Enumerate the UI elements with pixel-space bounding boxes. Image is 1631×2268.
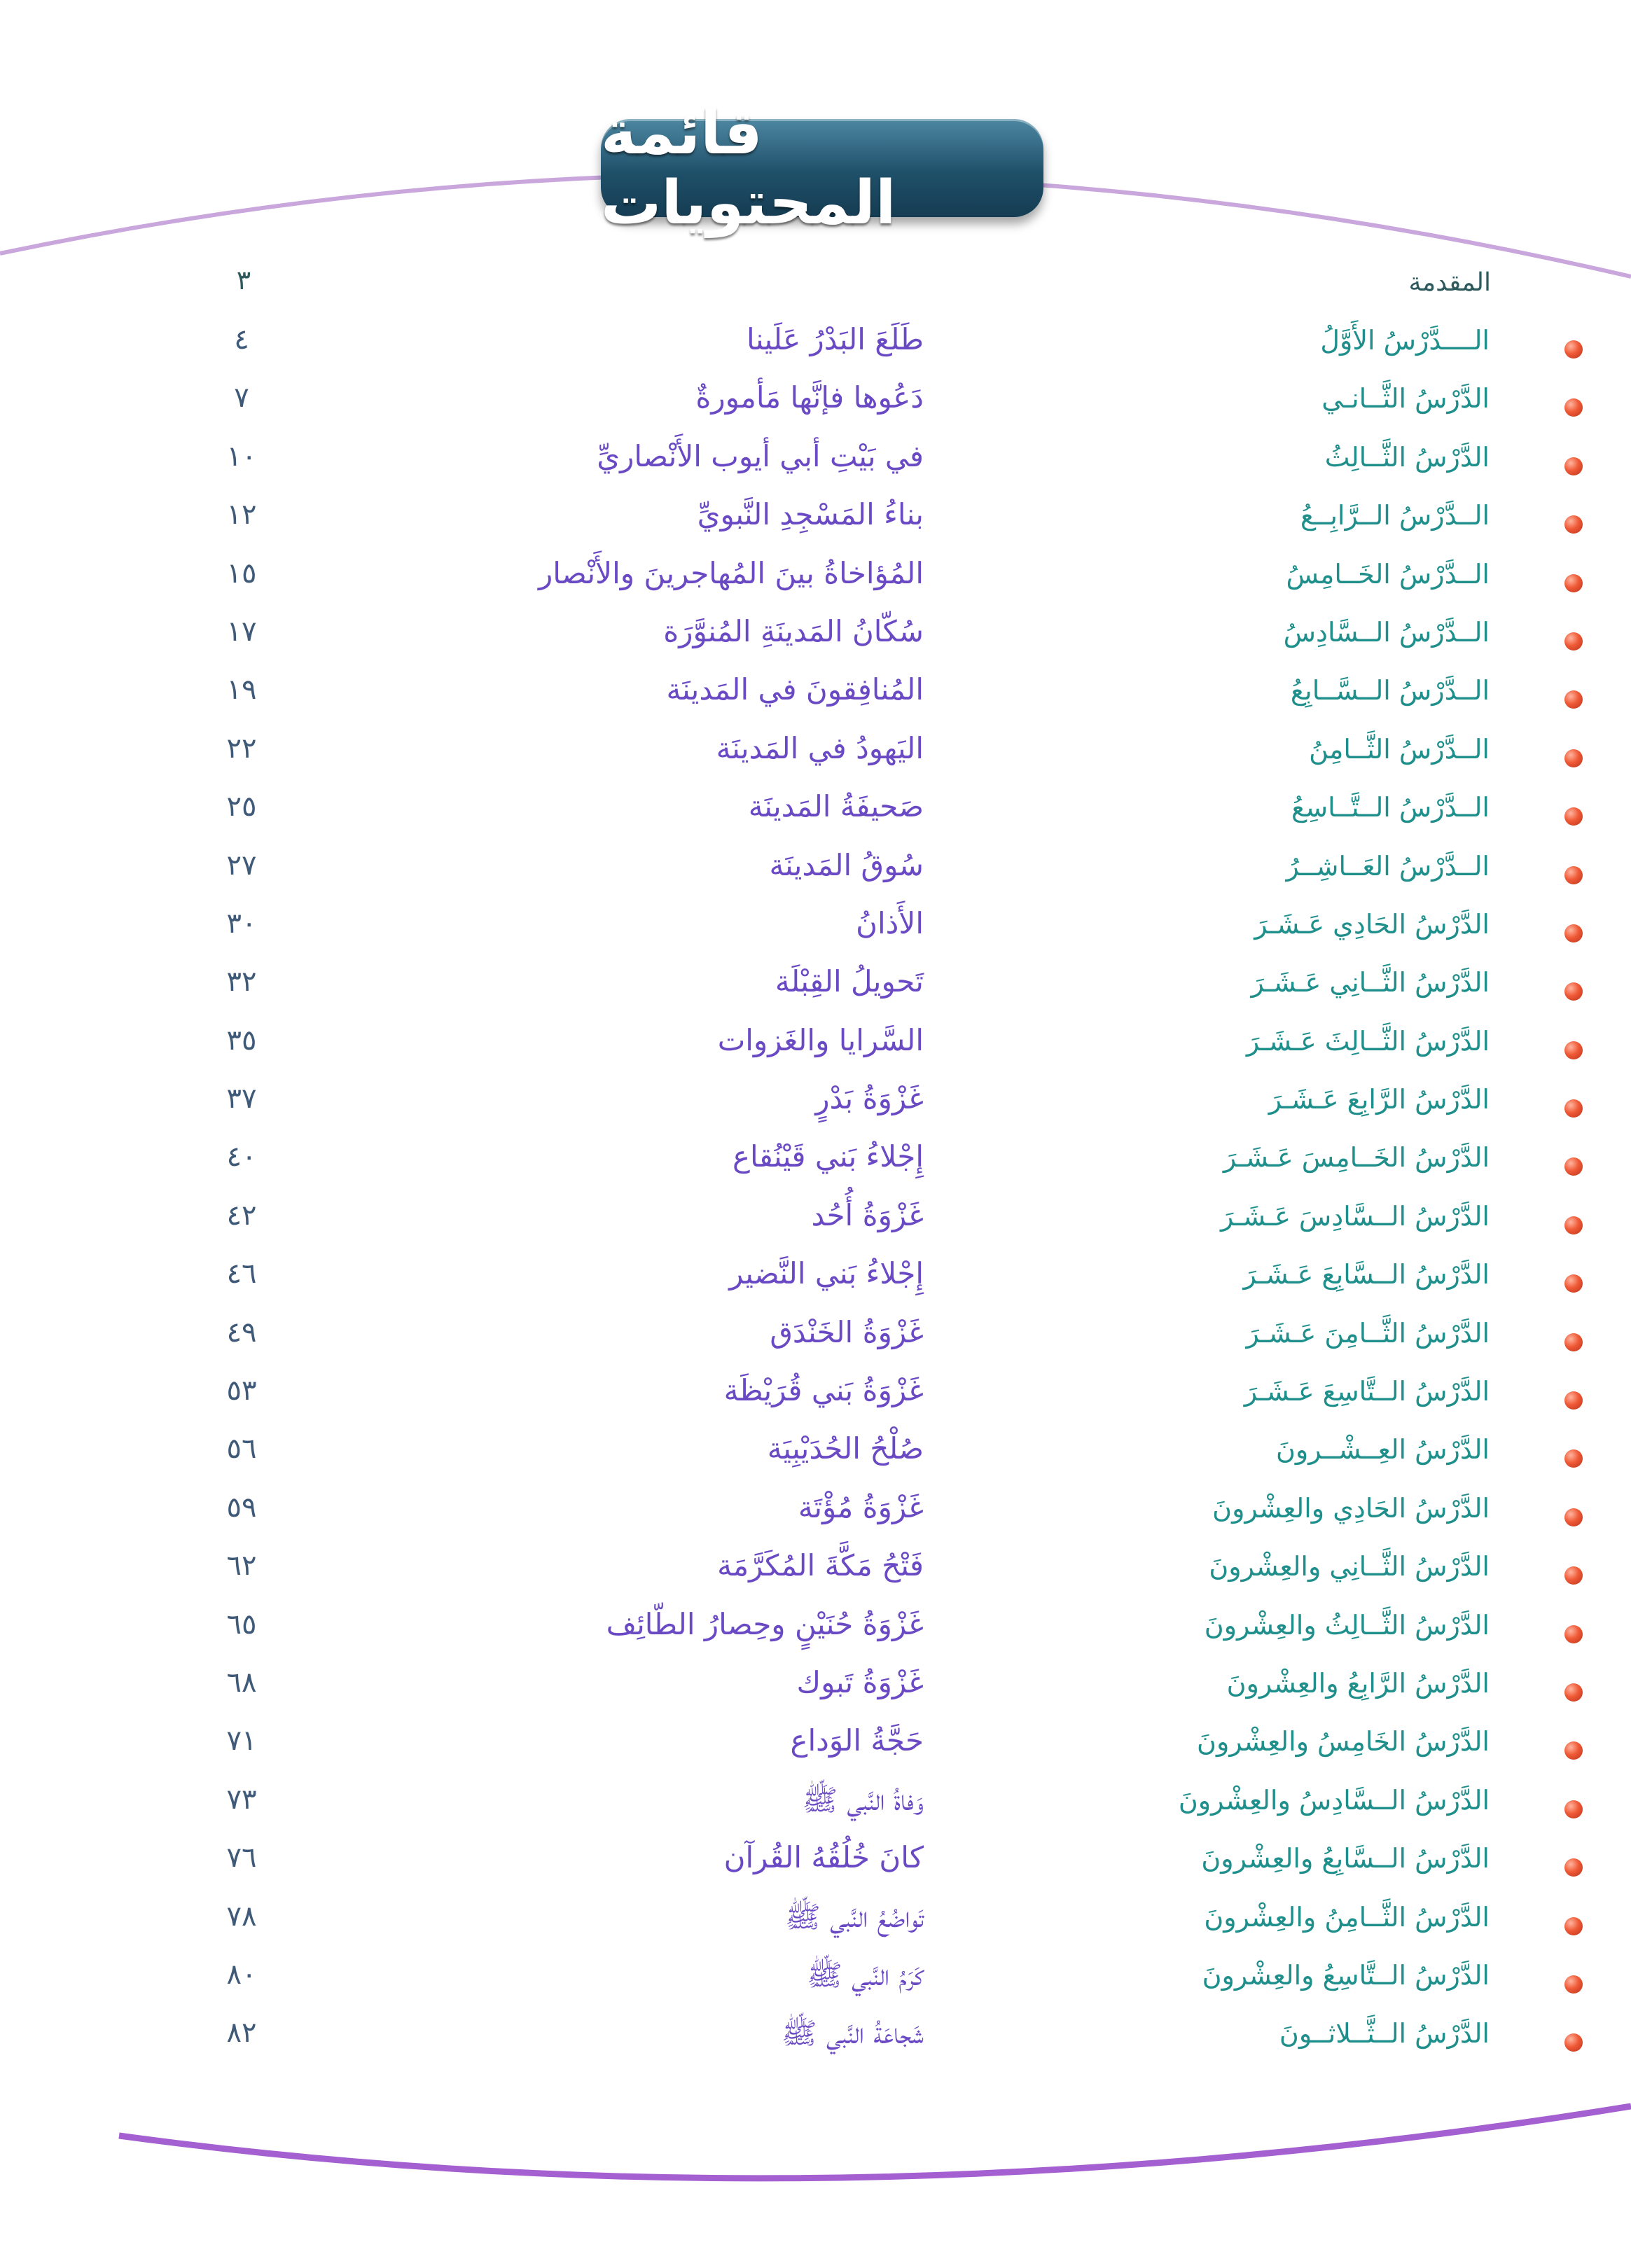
lesson-number: الدَّرْسُ الــسَّادِسُ والعِشْرونَ [1178,1784,1490,1816]
lesson-number: الــدَّرْسُ الــسَّــابِعُ [1290,675,1490,707]
toc-row[interactable] [0,957,1631,1015]
lesson-title: المُؤاخاةُ بينَ المُهاجرينَ والأَنْصار [538,555,924,590]
bullet-icon [1564,1683,1583,1702]
page-number: ٢٧ [226,849,257,882]
lesson-number: الدَّرْسُ الخَامِسُ والعِشْرونَ [1197,1726,1490,1758]
bullet-icon [1564,749,1583,767]
lesson-title: وَفاةُ النَّبي ﷺ [802,1782,924,1817]
toc-row[interactable] [0,899,1631,957]
lesson-number: الــدَّرْسُ الــتَّــاسِعُ [1291,792,1490,823]
lesson-number: الدَّرْسُ الثَّــالِثَ عَـشَـرَ [1246,1025,1490,1057]
lesson-number: الدَّرْسُ الخَــامِسَ عَـشَـرَ [1223,1142,1490,1174]
page-number: ٣٠ [226,907,257,940]
lesson-number: الدَّرْسُ الحَادِي والعِشْرونَ [1212,1492,1490,1524]
toc-row[interactable] [0,1892,1631,1950]
bullet-icon [1564,807,1583,826]
bullet-icon [1564,866,1583,884]
bullet-icon [1564,1800,1583,1818]
bullet-icon [1564,1333,1583,1351]
lesson-title: غَزْوَةُ تَبوك [796,1664,924,1699]
toc-row[interactable] [0,373,1631,431]
lesson-number: الدَّرْسُ العِــشْــرونَ [1275,1434,1490,1466]
page-number: ٣٧ [226,1083,257,1115]
bullet-icon [1564,1741,1583,1760]
page-title: قائمة المحتويات [601,119,1043,217]
lesson-title: سُوقُ المَدينَة [769,847,924,882]
toc-row[interactable] [0,1191,1631,1249]
lesson-title: صَحيفَةُ المَدينَة [748,789,924,824]
lesson-number: الدَّرْسُ الثَّــانـي [1321,383,1490,415]
toc-row[interactable] [0,1950,1631,2008]
toc-row[interactable] [0,1658,1631,1716]
bullet-icon [1564,924,1583,942]
lesson-title: اليَهودُ في المَدينَة [716,730,924,765]
toc-row[interactable] [0,1308,1631,1366]
bullet-icon [1564,1274,1583,1293]
page-number: ٥٩ [226,1491,257,1524]
lesson-number: الدَّرْسُ الــسَّابِعُ والعِشْرونَ [1201,1843,1490,1874]
lesson-title: غَزْوَةُ بَدْرٍ [815,1081,924,1116]
toc-row[interactable] [0,1600,1631,1658]
lesson-title: إِجْلاءُ بَني النَّضير [729,1256,924,1291]
lesson-title: سُكّانُ المَدينَةِ المُنوَّرَة [663,613,924,648]
page-number: ٧١ [226,1725,257,1758]
bullet-icon [1564,515,1583,534]
table-of-contents [0,315,1631,2067]
lesson-number: الــــدَّرْسُ الأَوَّلُ [1320,325,1490,356]
lesson-number: الــدَّرْسُ الــسَّادِسُ [1283,616,1490,648]
lesson-title: الأَذانُ [856,905,924,940]
lesson-number: الدَّرْسُ الثَّــامِنُ والعِشْرونَ [1204,1901,1490,1933]
lesson-number: الــدَّرْسُ الثَّــامِنُ [1309,733,1490,765]
toc-row[interactable] [0,1249,1631,1307]
lesson-title: إِجْلاءُ بَني قَيْنُقاع [732,1139,924,1174]
toc-row[interactable] [0,432,1631,490]
page-number: ٤ [234,323,249,356]
lesson-title: دَعُوها فإنَّها مَأمورةٌ [695,380,924,415]
lesson-number: الدَّرْسُ الثَّــانِي عَـشَـرَ [1251,967,1490,999]
page-number: ٥٦ [226,1433,257,1466]
lesson-number: الدَّرْسُ الثَّــالِثُ [1324,441,1490,473]
bullet-icon [1564,982,1583,1001]
lesson-title: شَجاعَةُ النَّبي ﷺ [781,2016,924,2051]
page-number: ٨٠ [226,1958,257,1991]
toc-row[interactable] [0,1483,1631,1541]
toc-row[interactable] [0,549,1631,607]
toc-row[interactable] [0,490,1631,548]
page-number: ٧٦ [226,1842,257,1874]
bullet-icon [1564,632,1583,651]
bullet-icon [1564,1449,1583,1468]
page-number: ٢٥ [226,791,257,823]
page-number: ٢٢ [226,732,257,765]
lesson-number: الدَّرْسُ الحَادِي عَـشَـرَ [1254,908,1490,940]
bullet-icon [1564,340,1583,359]
page-number: ٥٣ [226,1375,257,1407]
lesson-title: كَرَمُ النَّبي ﷺ [806,1957,924,1992]
page-number: ١٩ [226,674,257,707]
lesson-title: غَزْوَةُ الخَنْدَق [770,1314,924,1349]
page-number: ٣٢ [226,966,257,999]
bullet-icon [1564,1391,1583,1410]
bullet-icon [1564,1975,1583,1994]
lesson-number: الــدَّرْسُ العَــاشِــرُ [1286,850,1490,882]
lesson-number: الدَّرْسُ الثَّــالِثُ والعِشْرونَ [1204,1609,1490,1641]
lesson-number: الــدَّرْسُ الخَــامِسُ [1286,558,1490,590]
page-number: ١٧ [226,615,257,648]
toc-row[interactable] [0,1074,1631,1132]
page-number: ٤٠ [226,1141,257,1174]
page-number: ٤٩ [226,1316,257,1349]
bullet-icon [1564,1566,1583,1585]
toc-row[interactable] [0,1132,1631,1190]
bullet-icon [1564,1508,1583,1526]
toc-row[interactable] [0,1716,1631,1774]
lesson-title: فَتْحُ مَكَّةَ المُكَرَّمَة [717,1548,924,1583]
page-number: ٨٢ [226,2017,257,2050]
bullet-icon [1564,1858,1583,1877]
page-number: ٣٥ [226,1024,257,1057]
page-number: ١٢ [226,499,257,531]
page-number: ١٠ [226,440,257,473]
toc-row[interactable] [0,1775,1631,1833]
lesson-number: الدَّرْسُ الثَّــانِي والعِشْرونَ [1209,1551,1490,1582]
toc-row[interactable] [0,2008,1631,2066]
lesson-title: غَزْوَةُ حُنَيْنٍ وحِصارُ الطّائِف [606,1606,924,1641]
toc-row[interactable] [0,315,1631,373]
page-number: ٤٦ [226,1258,257,1290]
lesson-number: الدَّرْسُ الــتَّاسِعَ عَـشَـرَ [1244,1376,1490,1407]
intro-page-number: ٣ [236,265,251,295]
lesson-number: الدَّرْسُ الثَّــامِنَ عَـشَـرَ [1246,1317,1490,1349]
lesson-title: طَلَعَ البَدْرُ عَلَينا [747,322,924,356]
toc-row[interactable] [0,1424,1631,1482]
lesson-number: الدَّرْسُ الرَّابِعُ والعِشْرونَ [1226,1667,1490,1699]
lesson-title: في بَيْتِ أبي أيوب الأَنْصاريِّ [597,438,924,473]
lesson-title: تَحويلُ القِبْلَة [775,964,924,999]
bullet-icon [1564,457,1583,475]
toc-row[interactable] [0,1366,1631,1424]
toc-row[interactable] [0,1016,1631,1074]
page-number: ٧٣ [226,1783,257,1816]
toc-row[interactable] [0,724,1631,782]
lesson-title: صُلْحُ الحُدَيْبِيَة [767,1431,924,1466]
bottom-arc [119,2106,1631,2178]
lesson-title: بناءُ المَسْجِدِ النَّبويِّ [697,497,924,532]
bullet-icon [1564,1917,1583,1935]
lesson-number: الدَّرْسُ الــسَّادِسَ عَـشَـرَ [1221,1200,1490,1232]
bullet-icon [1564,1041,1583,1059]
lesson-title: غَزْوَةُ أُحُد [811,1197,924,1232]
page-number: ٧ [234,382,249,415]
lesson-title: المُنافِقونَ في المَدينَة [666,672,924,707]
toc-row[interactable] [0,607,1631,665]
toc-row[interactable] [0,782,1631,840]
toc-row[interactable] [0,1541,1631,1599]
intro-label: المقدمة [1408,268,1491,297]
lesson-number: الدَّرْسُ الــثَّــلاثــونَ [1279,2018,1490,2050]
page-number: ٦٨ [226,1666,257,1699]
bullet-icon [1564,1157,1583,1176]
page-number: ٧٨ [226,1900,257,1933]
page-number: ٤٢ [226,1199,257,1232]
lesson-title: السَّرايا والغَزوات [717,1022,924,1057]
toc-row[interactable] [0,841,1631,899]
toc-row[interactable] [0,665,1631,723]
bullet-icon [1564,1099,1583,1118]
toc-row[interactable] [0,1833,1631,1891]
lesson-title: غَزْوَةُ بَني قُرَيْظَة [723,1373,924,1408]
bullet-icon [1564,690,1583,709]
bullet-icon [1564,2033,1583,2052]
page-number: ١٥ [226,557,257,590]
lesson-number: الدَّرْسُ الــتَّاسِعُ والعِشْرونَ [1202,1959,1490,1991]
lesson-number: الدَّرْسُ الرَّابِعَ عَـشَـرَ [1268,1084,1490,1115]
bullet-icon [1564,1216,1583,1234]
lesson-title: تَواضُعُ النَّبي ﷺ [784,1899,924,1934]
page-number: ٦٥ [226,1608,257,1641]
lesson-number: الدَّرْسُ الــسَّابِعَ عَـشَـرَ [1243,1259,1490,1290]
lesson-title: غَزْوَةُ مُؤْتَة [798,1489,924,1524]
page-number: ٦٢ [226,1550,257,1582]
lesson-number: الــدَّرْسُ الــرَّابِــعُ [1300,500,1490,531]
lesson-title: حَجَّةُ الوَداع [790,1723,924,1758]
bullet-icon [1564,1625,1583,1643]
bullet-icon [1564,574,1583,592]
lesson-title: كانَ خُلُقُهُ القُرآن [723,1840,924,1875]
bullet-icon [1564,398,1583,417]
